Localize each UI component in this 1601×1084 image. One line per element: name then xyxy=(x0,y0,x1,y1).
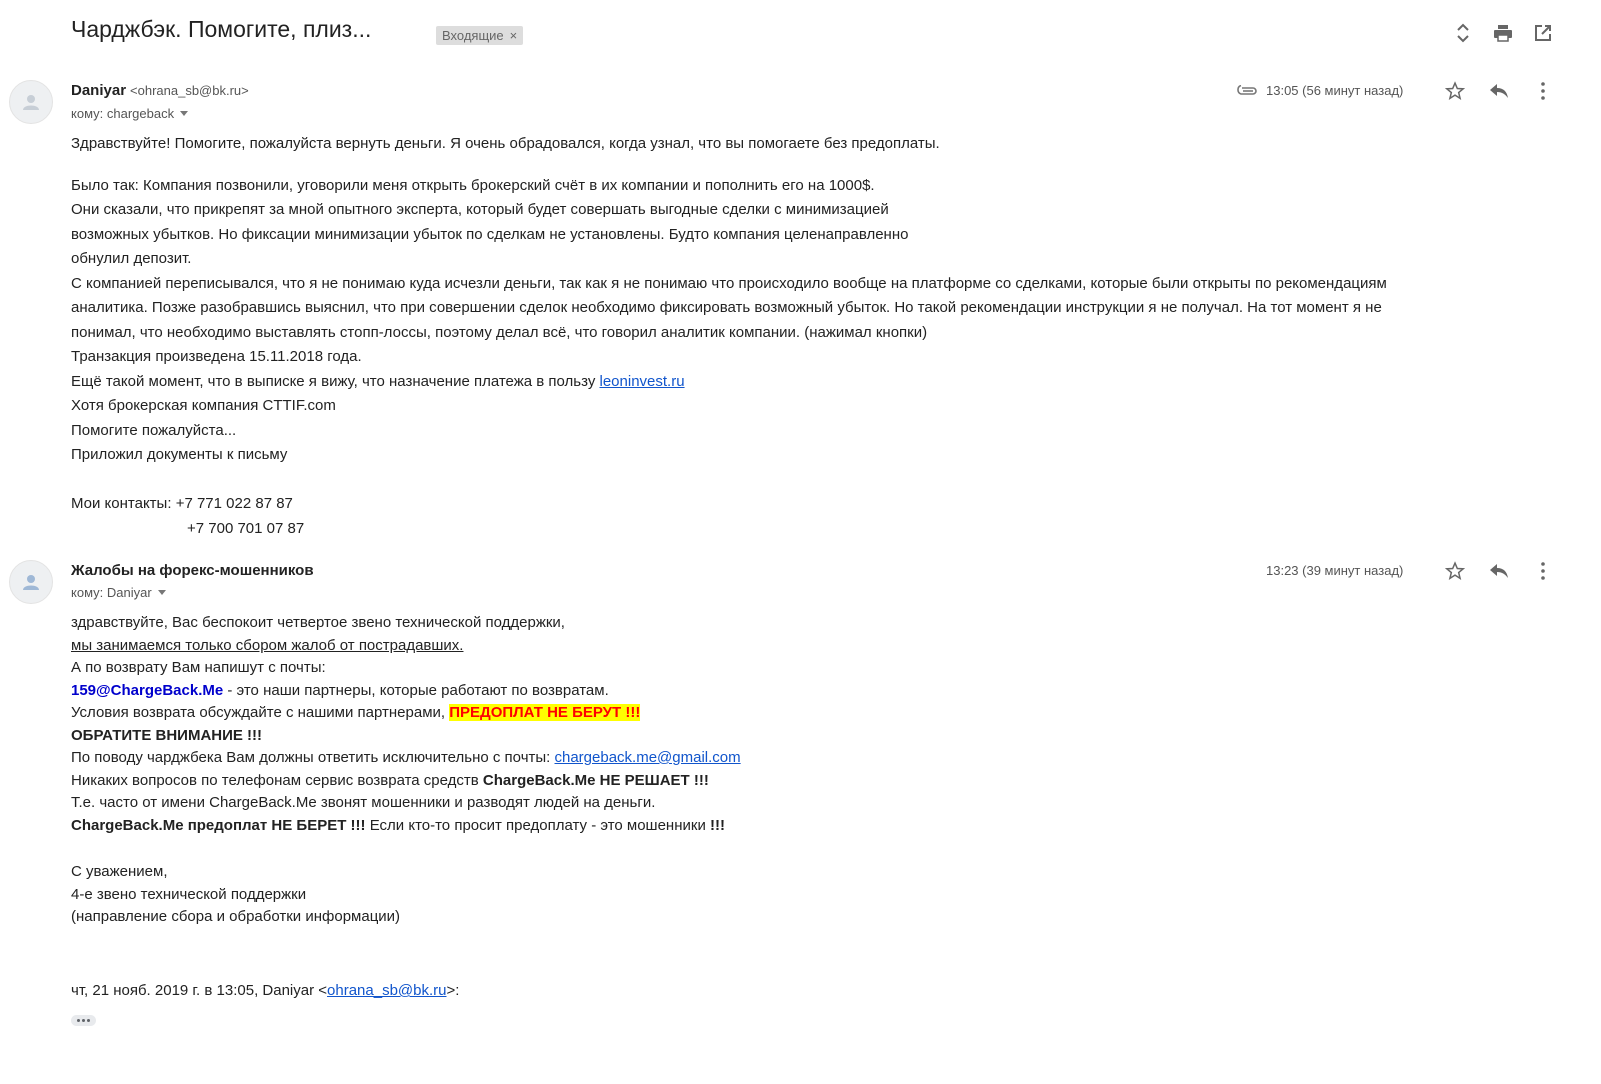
bold-text: ChargeBack.Me НЕ РЕШАЕТ !!! xyxy=(482,771,709,789)
message-1-body xyxy=(71,132,1387,541)
signature-line: С уважением, xyxy=(71,863,168,880)
phone-2: +7 700 701 07 87 xyxy=(187,519,305,537)
message-2-sender[interactable]: Жалобы на форекс-мошенников xyxy=(71,562,314,579)
body-text: Условия возврата обсуждайте с нашими партнерами, xyxy=(71,704,450,721)
sender-email: <ohrana_sb@bk.ru> xyxy=(130,83,249,98)
message-2-time: 13:23 (39 минут назад) xyxy=(1266,563,1404,578)
dot-icon xyxy=(87,1019,90,1022)
body-line: мы занимаемся только сбором жалоб от пострадавших. xyxy=(71,636,464,654)
body-line: Здравствуйте! Помогите, пожалуйста вернуть деньги. Я очень обрадовался, когда узнал, что вы помогаете без предоплаты. xyxy=(71,135,940,152)
body-line xyxy=(71,770,741,793)
sender-name: Daniyar xyxy=(71,82,127,99)
body-line xyxy=(71,370,1387,395)
message-1-time: 13:05 (56 минут назад) xyxy=(1266,83,1404,98)
body-line xyxy=(71,702,741,725)
bold-text: ChargeBack.Me предоплат НЕ БЕРЕТ !!! xyxy=(71,816,366,834)
body-line: Т.е. часто от имени ChargeBack.Me звонят мошенники и разводят людей на деньги. xyxy=(71,794,656,811)
body-line: здравствуйте, Вас беспокоит четвертое звено технической поддержки, xyxy=(71,614,565,631)
show-trimmed-content-button[interactable] xyxy=(71,1015,96,1026)
message-2-recipients[interactable] xyxy=(71,585,166,600)
star-icon[interactable] xyxy=(1444,80,1466,102)
reply-icon[interactable] xyxy=(1488,80,1510,102)
signature-line: 4-е звено технической поддержки xyxy=(71,885,307,903)
reply-icon[interactable] xyxy=(1488,560,1510,582)
sender-avatar xyxy=(9,560,53,604)
partner-email: 159@ChargeBack.Me xyxy=(71,681,224,699)
body-text: Если кто-то просит предоплату - это мошенники xyxy=(365,816,710,834)
body-line: аналитика. Позже разобравшись выяснил, что при совершении сделок необходимо фиксировать возможный убыток. Но такой рекомендации инструкции я не получал. На тот момент я не xyxy=(71,299,1382,316)
body-text: - это наши партнеры, которые работают по возвратам. xyxy=(223,681,609,699)
remove-label-icon[interactable]: × xyxy=(509,28,518,43)
body-line xyxy=(71,815,741,838)
highlighted-warning: ПРЕДОПЛАТ НЕ БЕРУТ !!! xyxy=(449,704,641,721)
inbox-label-chip[interactable] xyxy=(436,26,523,45)
bold-text: !!! xyxy=(710,816,725,834)
body-line: Транзакция произведена 15.11.2018 года. xyxy=(71,348,362,365)
quote-suffix: >: xyxy=(446,982,460,999)
body-line xyxy=(71,680,741,703)
dot-icon xyxy=(82,1019,85,1022)
quote-prefix: чт, 21 нояб. 2019 г. в 13:05, Daniyar < xyxy=(71,982,328,999)
quoted-sender-email-link[interactable]: ohrana_sb@bk.ru xyxy=(327,982,447,999)
open-in-new-window-icon[interactable] xyxy=(1532,22,1554,44)
message-1-sender[interactable] xyxy=(71,82,249,99)
chevron-down-icon[interactable] xyxy=(180,111,188,116)
body-line: возможных убытков. Но фиксации минимизации убыток по сделкам не установлены. Будто компания целенаправленно xyxy=(71,225,909,243)
thread-subject: Чарджбэк. Помогите, плиз... xyxy=(71,16,372,42)
more-options-icon[interactable] xyxy=(1532,80,1554,102)
quote-header xyxy=(71,980,459,1002)
signature-line: (направление сбора и обработки информации) xyxy=(71,908,401,925)
recipients-text: кому: chargeback xyxy=(71,106,175,121)
body-line: С компанией переписывался, что я не понимаю куда исчезли деньги, так как я не понимаю что происходило вообще на платформе со сделками, которые были открыты по рекомендациям xyxy=(71,274,1387,292)
body-line: Приложил документы к письму xyxy=(71,446,288,463)
body-line: А по возврату Вам напишут с почты: xyxy=(71,659,326,676)
star-icon[interactable] xyxy=(1444,560,1466,582)
body-text: Никаких вопросов по телефонам сервис возврата средств xyxy=(71,771,483,789)
body-line: Они сказали, что прикрепят за мной опытного эксперта, который будет совершать выгодные сделки с минимизацией xyxy=(71,201,889,218)
chargeback-email-link[interactable]: chargeback.me@gmail.com xyxy=(554,749,741,766)
inbox-label-text: Входящие xyxy=(442,28,504,43)
body-text: По поводу чарджбека Вам должны ответить исключительно с почты: xyxy=(71,749,555,766)
body-text: Ещё такой момент, что в выписке я вижу, что назначение платежа в пользу xyxy=(71,372,600,390)
body-line: понимал, что необходимо выставлять стопп-лоссы, поэтому делал всё, что говорил аналитик компании. (нажимал кнопки) xyxy=(71,323,928,341)
expand-collapse-icon[interactable] xyxy=(1452,22,1474,44)
print-icon[interactable] xyxy=(1492,22,1514,44)
contacts-label: Мои контакты: xyxy=(71,495,172,512)
body-line xyxy=(71,747,741,770)
chevron-down-icon[interactable] xyxy=(158,590,166,595)
contacts-line xyxy=(71,517,1387,542)
sender-avatar xyxy=(9,80,53,124)
more-options-icon[interactable] xyxy=(1532,560,1554,582)
message-2-body xyxy=(71,612,741,929)
contacts-line xyxy=(71,492,1387,517)
dot-icon xyxy=(77,1019,80,1022)
attention-heading: ОБРАТИТЕ ВНИМАНИЕ !!! xyxy=(71,726,263,744)
attachment-icon xyxy=(1236,80,1258,102)
phone-1: +7 771 022 87 87 xyxy=(175,495,293,512)
message-1-recipients[interactable] xyxy=(71,106,188,121)
body-line: Помогите пожалуйста... xyxy=(71,421,237,439)
body-line: Хотя брокерская компания CTTIF.com xyxy=(71,397,336,414)
leoninvest-link[interactable]: leoninvest.ru xyxy=(599,372,685,390)
body-line: обнулил депозит. xyxy=(71,250,192,267)
body-line: Было так: Компания позвонили, уговорили меня открыть брокерский счёт в их компании и пополнить его на 1000$. xyxy=(71,176,875,194)
recipients-text: кому: Daniyar xyxy=(71,585,152,600)
